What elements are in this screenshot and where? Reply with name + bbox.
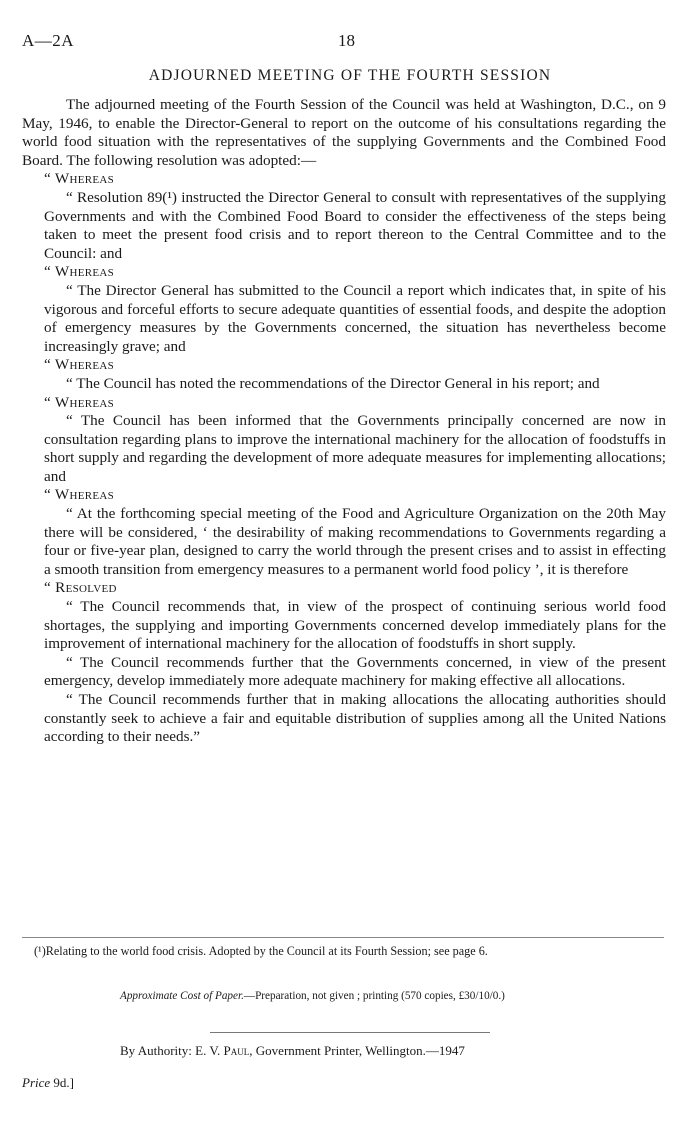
price-value: 9d.] [53, 1075, 74, 1090]
resolved-paragraph-2: “ The Council recommends further that the Governments concerned, in view of the present emergency, develop immediately more adequate machinery for making effective all allocations. [44, 653, 666, 690]
clause-label: “ Whereas [44, 263, 115, 281]
clause-text: “ At the forthcoming special meeting of the Food and Agriculture Organization on the 20th May there will be considered, ‘ the desirability of making recommendations to Governments regarding a four or five-year plan, designed to carry the world through the present crises and to assist in effecting a smooth transition from emergency measures to a permanent world food policy ’, it is therefore [44, 505, 666, 578]
clause-label: “ Whereas [44, 393, 115, 411]
clause-2 [44, 263, 666, 356]
clause-5 [44, 486, 666, 579]
clause-text: “ Resolution 89(¹) instructed the Director General to consult with representatives of the supplying Governments and with the Combined Food Board to consider the effectiveness of the steps being taken to meet the present food crisis and to report thereon to the Central Committee and to the Council: and [44, 188, 666, 262]
authority-line [120, 1043, 680, 1059]
resolved-label: “ Resolved [44, 579, 117, 597]
resolved-paragraph-1: “ The Council recommends that, in view of the prospect of continuing serious world food shortages, the supplying and importing Governments concerned develop immediately plans for the improvement of international machinery for the allocation of foodstuffs in short supply. [44, 598, 666, 653]
intro-paragraph: The adjourned meeting of the Fourth Session of the Council was held at Washington, D.C., on 9 May, 1946, to enable the Director-General to report on the outcome of his consultations regarding the world food situation with the representatives of the supplying Governments and the Combined Food Board. The following resolution was adopted:— [22, 96, 666, 169]
series-code: A—2A [22, 31, 75, 50]
cost-line [120, 990, 660, 1002]
clause-label: “ Whereas [44, 170, 115, 188]
clause-text: “ The Council has been informed that the Governments principally concerned are now in consultation regarding plans to improve the international machinery for the allocation of foodstuffs in short supply and regarding the development of more adequate measures for implementing allocations; and [44, 412, 666, 485]
cost-label: Approximate Cost of Paper. [120, 990, 244, 1002]
footnote: (¹)Relating to the world food crisis. Adopted by the Council at its Fourth Session; see page 6. [34, 944, 488, 958]
cost-text: —Preparation, not given ; printing (570 copies, £30/10/0.) [243, 990, 505, 1002]
section-title: ADJOURNED MEETING OF THE FOURTH SESSION [148, 67, 552, 84]
price-line [22, 1075, 74, 1091]
price-label: Price [22, 1075, 51, 1090]
authority-prefix: By Authority: [120, 1043, 192, 1058]
footnote-divider [22, 937, 664, 938]
clause-3 [44, 356, 666, 393]
resolved-paragraph-3: “ The Council recommends further that in making allocations the allocating authorities should constantly seek to achieve a fair and equitable distribution of supplies among all the United Nations according to their needs.” [44, 691, 666, 746]
clause-4 [44, 394, 666, 487]
printer-name: E. V. Paul, [195, 1043, 253, 1058]
clause-text: “ The Director General has submitted to the Council a report which indicates that, in spite of his vigorous and forceful efforts to secure adequate quantities of essential foods, and despite the adoption of emergency measures by the Governments concerned, the situation has nevertheless become increasingly grave; and [44, 281, 666, 355]
clause-label: “ Whereas [44, 486, 115, 504]
resolved-block [44, 579, 666, 746]
clause-1 [44, 170, 666, 263]
page-number: 18 [338, 31, 355, 50]
clause-label: “ Whereas [44, 356, 115, 374]
authority-suffix: Government Printer, Wellington.—1947 [255, 1043, 465, 1058]
imprint-divider [210, 1032, 490, 1033]
clause-text: “ The Council has noted the recommendations of the Director General in his report; and [66, 374, 600, 392]
resolution-body [22, 96, 666, 747]
